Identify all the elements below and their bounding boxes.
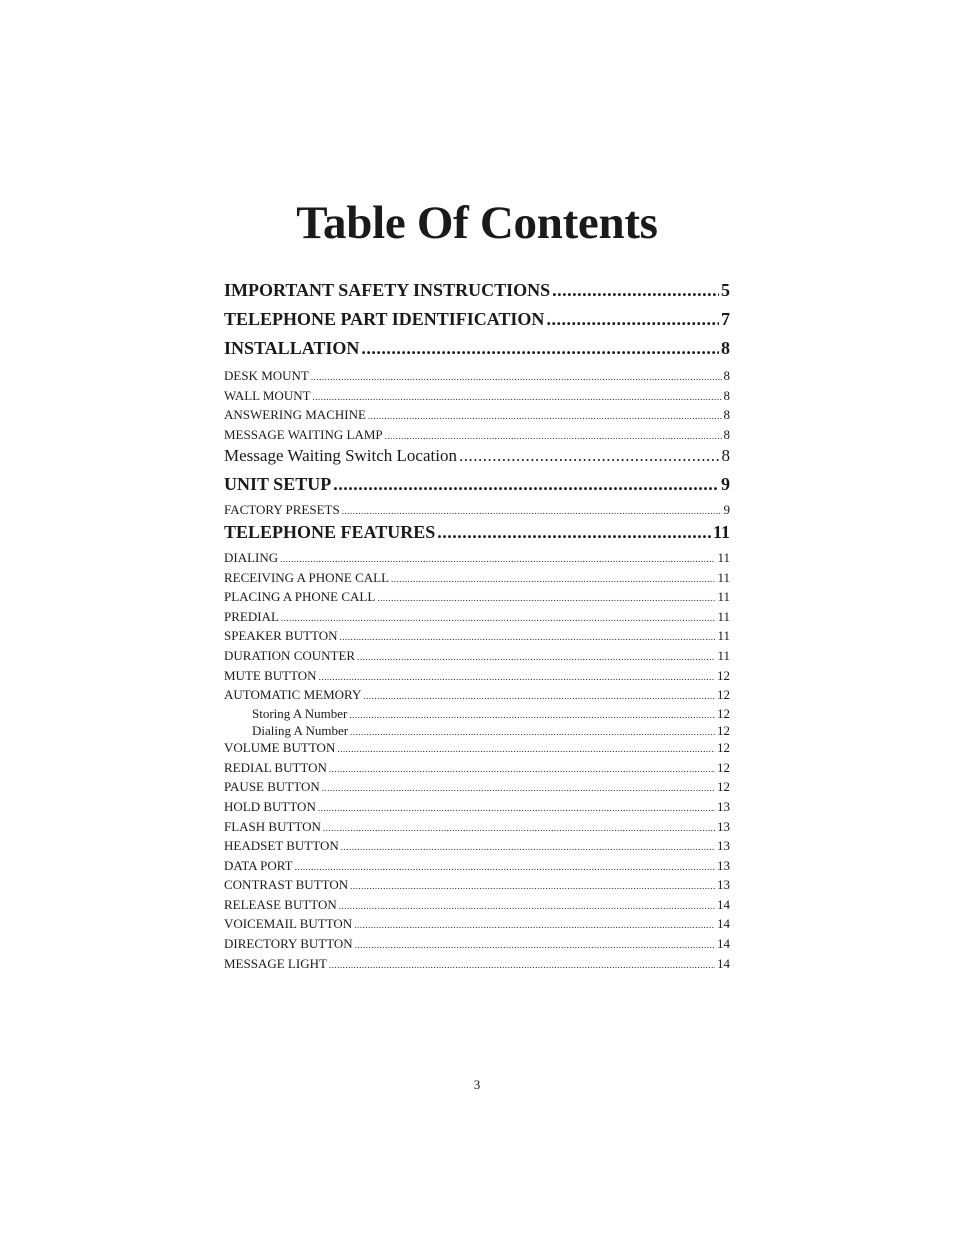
dot-leader	[363, 691, 715, 701]
toc-entry	[224, 628, 730, 644]
toc-entry	[224, 779, 730, 795]
toc-entry	[224, 897, 730, 913]
dot-leader	[546, 309, 719, 330]
toc-entry-label: ANSWERING MACHINE	[224, 407, 366, 422]
toc-entry-page: 8	[723, 388, 730, 403]
dot-leader	[329, 764, 715, 774]
dot-leader	[341, 842, 715, 852]
toc-entry-page: 8	[723, 407, 730, 422]
toc-entry-page: 11	[717, 628, 730, 643]
toc-entry	[252, 706, 730, 722]
dot-leader	[319, 672, 715, 682]
toc-entry-label: FACTORY PRESETS	[224, 502, 340, 517]
toc-entry-page: 14	[717, 956, 730, 971]
toc-entry-label: RELEASE BUTTON	[224, 897, 337, 912]
toc-entry	[224, 280, 730, 301]
dot-leader	[385, 431, 722, 441]
toc-entry-label: PREDIAL	[224, 609, 279, 624]
dot-leader	[323, 823, 715, 833]
toc-entry-label: TELEPHONE FEATURES	[224, 522, 436, 542]
dot-leader	[339, 901, 715, 911]
toc-entry-page: 11	[712, 522, 730, 542]
toc-entry-page: 13	[717, 819, 730, 834]
toc-entry-label: DIRECTORY BUTTON	[224, 936, 353, 951]
toc-entry-page: 11	[717, 550, 730, 565]
dot-leader	[355, 940, 715, 950]
toc-entry-page: 8	[723, 427, 730, 442]
toc-entry	[224, 570, 730, 586]
toc-entry-label: IMPORTANT SAFETY INSTRUCTIONS	[224, 280, 551, 300]
toc-entry-label: VOICEMAIL BUTTON	[224, 916, 353, 931]
toc-entry	[224, 687, 730, 703]
toc-entry-label: PLACING A PHONE CALL	[224, 589, 376, 604]
toc-entry-page: 13	[717, 858, 730, 873]
toc-entry	[224, 740, 730, 756]
dot-leader	[349, 710, 715, 720]
toc-entry	[252, 723, 730, 739]
toc-entry	[224, 502, 730, 518]
toc-entry-label: VOLUME BUTTON	[224, 740, 336, 755]
toc-entry-page: 8	[721, 338, 730, 358]
dot-leader	[342, 506, 722, 516]
dot-leader	[295, 862, 715, 872]
dot-leader	[368, 411, 722, 421]
toc-entry	[224, 838, 730, 854]
toc-entry	[224, 858, 730, 874]
toc-entry-page: 14	[717, 897, 730, 912]
dot-leader	[459, 446, 720, 466]
page-title: Table Of Contents	[296, 197, 658, 249]
dot-leader	[377, 593, 715, 603]
dot-leader	[322, 783, 715, 793]
toc-entry-page: 13	[717, 877, 730, 892]
toc-entry-label: Message Waiting Switch Location	[224, 446, 457, 465]
page-number: 3	[473, 1077, 481, 1092]
dot-leader	[318, 803, 715, 813]
toc-entry	[224, 956, 730, 972]
dot-leader	[350, 881, 715, 891]
toc-entry-page: 11	[717, 570, 730, 585]
toc-entry-label: MUTE BUTTON	[224, 668, 317, 683]
toc-entry-label: PAUSE BUTTON	[224, 779, 320, 794]
toc-entry	[224, 309, 730, 330]
toc-entry-page: 7	[721, 309, 730, 329]
toc-entry	[224, 368, 730, 384]
toc-entry	[224, 648, 730, 664]
dot-leader	[552, 280, 719, 301]
toc-entry	[224, 407, 730, 423]
toc-entry-page: 12	[717, 706, 730, 721]
toc-entry	[224, 427, 730, 443]
dot-leader	[333, 474, 719, 495]
toc-entry-label: UNIT SETUP	[224, 474, 332, 494]
toc-entry	[224, 388, 730, 404]
toc-entry	[224, 550, 730, 566]
toc-entry-label: WALL MOUNT	[224, 388, 311, 403]
toc-entry	[224, 338, 730, 359]
toc-entry-page: 11	[717, 589, 730, 604]
toc-entry-label: SPEAKER BUTTON	[224, 628, 338, 643]
dot-leader	[337, 744, 715, 754]
toc-entry	[224, 609, 730, 625]
dot-leader	[361, 338, 719, 359]
toc-entry-label: DURATION COUNTER	[224, 648, 356, 663]
toc-entry-page: 12	[717, 723, 730, 738]
toc-entry	[224, 474, 730, 495]
toc-entry-label: REDIAL BUTTON	[224, 760, 327, 775]
dot-leader	[311, 372, 722, 382]
dot-leader	[280, 554, 715, 564]
dot-leader	[354, 920, 715, 930]
toc-entry-page: 12	[717, 779, 730, 794]
toc-entry	[224, 668, 730, 684]
toc-entry-page: 12	[717, 740, 730, 755]
toc-entry-label: MESSAGE LIGHT	[224, 956, 327, 971]
toc-entry-label: DATA PORT	[224, 858, 293, 873]
toc-entry-label: MESSAGE WAITING LAMP	[224, 427, 383, 442]
toc-entry	[224, 936, 730, 952]
toc-entry	[224, 799, 730, 815]
dot-leader	[340, 632, 716, 642]
toc-entry	[224, 446, 730, 466]
toc-entry	[224, 760, 730, 776]
toc-entry	[224, 819, 730, 835]
toc-entry-label: TELEPHONE PART IDENTIFICATION	[224, 309, 545, 329]
dot-leader	[391, 574, 715, 584]
toc-entry-page: 14	[717, 916, 730, 931]
toc-entry-label: Storing A Number	[252, 706, 348, 721]
toc-entry-label: Dialing A Number	[252, 723, 349, 738]
toc-entry-page: 12	[717, 687, 730, 702]
dot-leader	[437, 522, 711, 543]
toc-entry-label: HEADSET BUTTON	[224, 838, 339, 853]
dot-leader	[350, 727, 715, 737]
toc-entry-page: 11	[717, 648, 730, 663]
toc-entry-label: AUTOMATIC MEMORY	[224, 687, 362, 702]
toc-entry-page: 11	[717, 609, 730, 624]
toc-entry-label: RECEIVING A PHONE CALL	[224, 570, 390, 585]
dot-leader	[329, 960, 715, 970]
toc-entry-label: FLASH BUTTON	[224, 819, 321, 834]
toc-entry-page: 5	[721, 280, 730, 300]
toc-entry-page: 8	[723, 368, 730, 383]
dot-leader	[357, 652, 715, 662]
toc-entry-page: 13	[717, 838, 730, 853]
toc-entry-page: 9	[721, 474, 730, 494]
dot-leader	[313, 392, 722, 402]
toc-entry-label: HOLD BUTTON	[224, 799, 316, 814]
toc-entry-label: DIALING	[224, 550, 279, 565]
toc-entry	[224, 916, 730, 932]
toc-entry	[224, 877, 730, 893]
toc-entry	[224, 522, 730, 543]
toc-entry	[224, 589, 730, 605]
toc-entry-label: CONTRAST BUTTON	[224, 877, 349, 892]
toc-entry-label: INSTALLATION	[224, 338, 360, 358]
toc-entry-page: 13	[717, 799, 730, 814]
toc-entry-page: 12	[717, 668, 730, 683]
toc-entry-page: 9	[723, 502, 730, 517]
toc-entry-page: 12	[717, 760, 730, 775]
toc-entry-label: DESK MOUNT	[224, 368, 309, 383]
toc-entry-page: 8	[721, 446, 730, 465]
dot-leader	[281, 613, 716, 623]
toc-entry-page: 14	[717, 936, 730, 951]
